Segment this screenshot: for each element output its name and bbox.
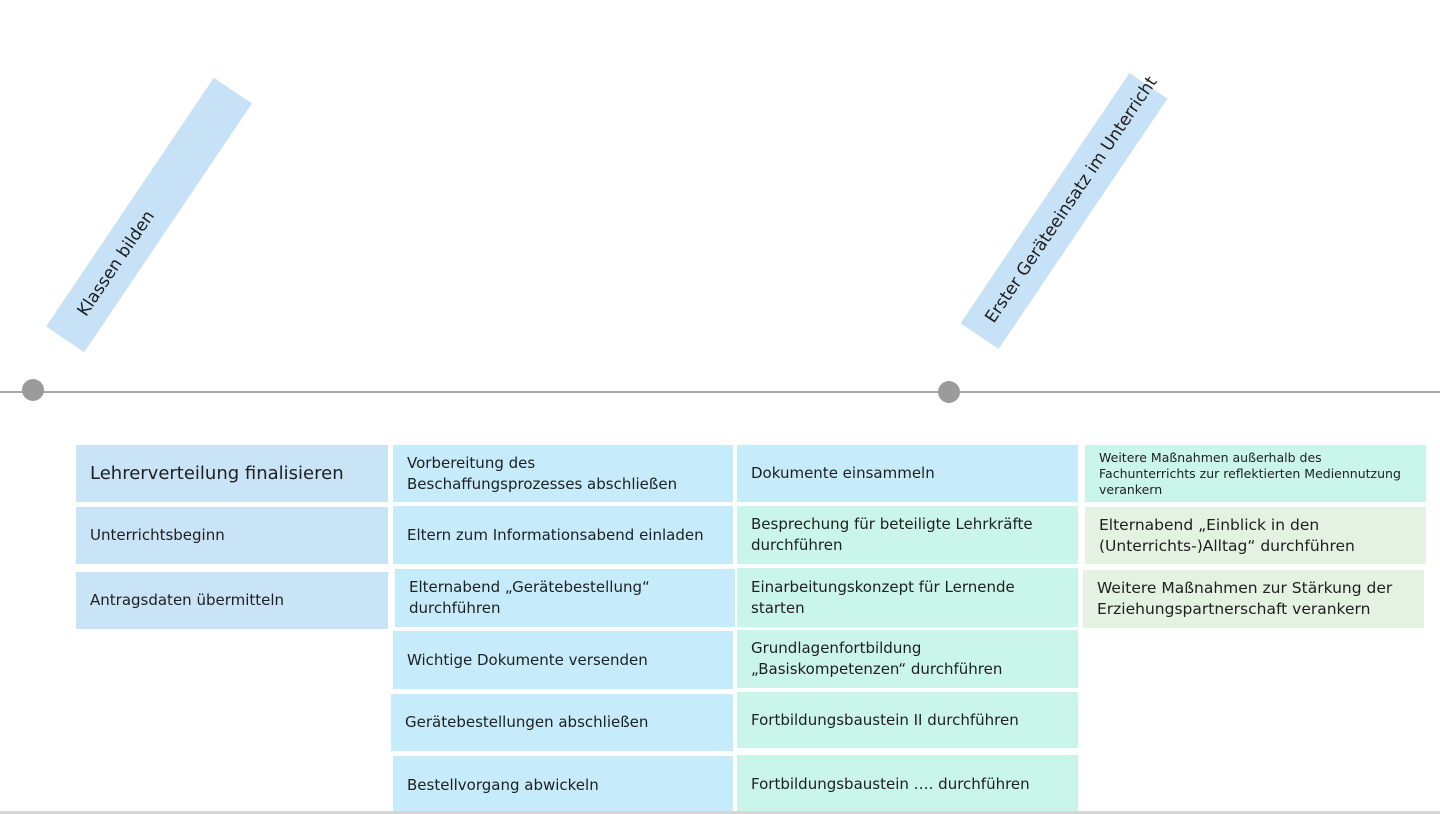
task-box [76, 572, 388, 629]
task-box [737, 568, 1078, 627]
task-label: Unterrichtsbeginn [90, 526, 225, 544]
task-box [391, 694, 733, 751]
milestone-text: Klassen bilden [73, 206, 159, 321]
task-box [393, 506, 733, 564]
task-box [1083, 570, 1424, 628]
task-box [76, 445, 388, 502]
task-label: Lehrerverteilung finalisieren [90, 463, 344, 484]
milestone-text: Erster Geräteeinsatz im Unterricht [981, 72, 1162, 327]
task-label: Eltern zum Informationsabend einladen [407, 525, 704, 544]
task-box [737, 506, 1078, 564]
task-label: Grundlagenfortbildung „Basiskompetenzen“ durchführen [751, 639, 1003, 678]
task-label: Elternabend „Einblick in den (Unterrichts-)Alltag“ durchführen [1099, 515, 1355, 555]
task-label: Weitere Maßnahmen außerhalb des Fachunterrichts zur reflektierten Mediennutzung verankern [1099, 449, 1401, 497]
task-label: Vorbereitung des Beschaffungsprozesses abschließen [407, 453, 678, 493]
task-box [395, 569, 735, 627]
task-label: Gerätebestellungen abschließen [405, 713, 649, 731]
timeline-axis [0, 391, 1440, 393]
task-box [1085, 445, 1426, 502]
task-box [1085, 507, 1426, 564]
timeline-marker [938, 381, 960, 403]
task-box [737, 445, 1078, 502]
task-label: Wichtige Dokumente versenden [407, 650, 648, 669]
task-box [393, 445, 733, 502]
task-box [393, 756, 733, 814]
milestone-label [960, 73, 1167, 349]
timeline-marker [22, 379, 44, 401]
task-label: Antragsdaten übermitteln [90, 591, 285, 609]
task-box [737, 692, 1078, 748]
task-label: Einarbeitungskonzept für Lernende starten [751, 577, 1015, 617]
task-label: Fortbildungsbaustein II durchführen [751, 710, 1019, 729]
task-label: Weitere Maßnahmen zur Stärkung der Erziehungspartnerschaft verankern [1097, 579, 1393, 618]
task-box [737, 630, 1078, 688]
milestone-label [46, 78, 252, 352]
task-box [393, 631, 733, 689]
task-label: Elternabend „Gerätebestellung“ durchführen [409, 578, 650, 617]
task-label: Besprechung für beteiligte Lehrkräfte durchführen [751, 515, 1033, 554]
task-box [737, 755, 1078, 814]
task-label: Dokumente einsammeln [751, 464, 935, 482]
task-label: Fortbildungsbaustein …. durchführen [751, 775, 1030, 793]
task-box [76, 507, 388, 564]
task-label: Bestellvorgang abwickeln [407, 775, 599, 794]
